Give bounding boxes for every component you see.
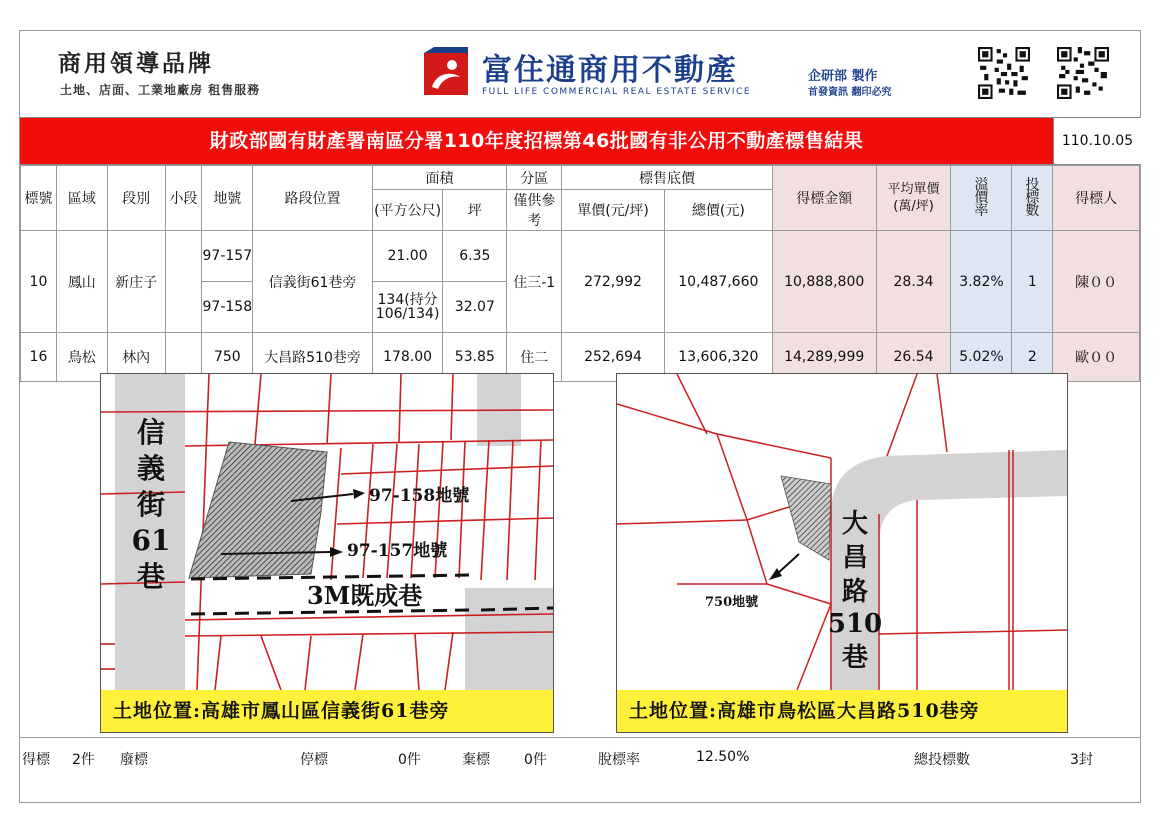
cell-winning-amount: 10,888,800 — [772, 231, 876, 333]
header-no: 標號 — [21, 166, 57, 231]
road-char: 路 — [841, 577, 869, 607]
cell-bids: 1 — [1012, 231, 1053, 333]
title-bar — [20, 117, 1140, 165]
header-area: 面積 — [372, 166, 507, 190]
header-area-m2: (平方公尺) — [372, 190, 443, 231]
road-char: 大 — [841, 509, 869, 539]
cell-no: 16 — [21, 333, 57, 382]
cell-district: 鳥松 — [56, 333, 107, 382]
header-road: 路段位置 — [253, 166, 373, 231]
cell-winner: 歐００ — [1053, 333, 1140, 382]
qr-code-icon — [1057, 47, 1109, 99]
header-premium-3: 率 — [974, 202, 989, 219]
cell-area-ping: 53.85 — [443, 333, 507, 382]
header-avg-unit-label: 平均單價 — [887, 182, 940, 197]
won-label: 得標 — [22, 752, 50, 768]
cell-premium: 3.82% — [951, 231, 1012, 333]
road-char: 信 — [136, 416, 166, 449]
table-header-row — [21, 166, 1140, 190]
road-char: 巷 — [841, 643, 869, 673]
cell-no: 10 — [21, 231, 57, 333]
road-char: 街 — [136, 488, 166, 521]
lot-label-750: 750地號 — [705, 595, 759, 610]
cell-district: 鳳山 — [56, 231, 107, 333]
cell-area-m2: 21.00 — [372, 231, 443, 282]
road-shape — [465, 588, 553, 690]
cell-lot: 750 — [202, 333, 253, 382]
header-area-ping: 坪 — [443, 190, 507, 231]
stopped-value: 0件 — [398, 752, 421, 768]
header-bids-1: 投 — [1025, 176, 1040, 193]
header-section: 段別 — [107, 166, 165, 231]
header-total-price: 總價(元) — [664, 190, 772, 231]
table-row — [21, 231, 1140, 282]
header-avg-unit — [876, 166, 951, 231]
cell-road: 信義街61巷旁 — [253, 231, 373, 333]
lot-label-97-158: 97-158地號 — [369, 486, 470, 506]
stopped-label: 停標 — [300, 752, 328, 768]
cell-lot: 97-158 — [202, 282, 253, 333]
page-header — [20, 31, 1140, 117]
company-logo-icon — [422, 47, 470, 97]
company-english-name: FULL LIFE COMMERCIAL REAL ESTATE SERVICE — [482, 87, 752, 97]
road-name-label — [132, 416, 171, 593]
header-winning-amount: 得標金額 — [772, 166, 876, 231]
cell-winner: 陳００ — [1053, 231, 1140, 333]
brand-subtitle: 土地、店面、工業地廠房 租售服務 — [60, 83, 261, 97]
document-date: 110.10.05 — [1053, 118, 1141, 164]
location-map-niaosong — [616, 373, 1068, 733]
cell-area-ping: 6.35 — [443, 231, 507, 282]
header-winner: 得標人 — [1053, 166, 1140, 231]
cell-bids: 2 — [1012, 333, 1053, 382]
cell-area-m2: 134(持分106/134) — [372, 282, 443, 333]
cell-total-price: 10,487,660 — [664, 231, 772, 333]
lot-label-97-157: 97-157地號 — [347, 541, 448, 561]
qr-code-icon — [978, 47, 1030, 99]
header-lot: 地號 — [202, 166, 253, 231]
road-char: 巷 — [136, 560, 166, 593]
cell-premium: 5.02% — [951, 333, 1012, 382]
brand-title: 商用領導品牌 — [58, 51, 214, 77]
map-caption: 土地位置:高雄市鳥松區大昌路510巷旁 — [617, 690, 1067, 732]
cell-total-price: 13,606,320 — [664, 333, 772, 382]
road-char: 510 — [827, 609, 883, 639]
results-table — [20, 165, 1140, 382]
cell-avg-unit: 28.34 — [876, 231, 951, 333]
map-section — [20, 365, 1140, 738]
cell-avg-unit: 26.54 — [876, 333, 951, 382]
header-zone: 分區 — [507, 166, 562, 190]
cadastral-map-niaosong — [617, 374, 1067, 690]
unsold-rate-value: 12.50% — [696, 749, 750, 765]
header-subsection: 小段 — [165, 166, 202, 231]
cell-lot: 97-157 — [202, 231, 253, 282]
cell-area-ping: 32.07 — [443, 282, 507, 333]
header-bids-3: 數 — [1025, 202, 1040, 219]
abandoned-label: 棄標 — [462, 752, 490, 768]
maker-subtitle: 首發資訊 翻印必究 — [808, 87, 892, 98]
location-map-fengshan — [100, 373, 554, 733]
cell-zone: 住二 — [507, 333, 562, 382]
header-avg-unit-sub: (萬/坪) — [893, 199, 934, 214]
header-premium-1: 溢 — [974, 176, 989, 193]
unsold-rate-label: 脫標率 — [598, 752, 640, 768]
header-zone-sub: 僅供參考 — [507, 190, 562, 231]
cell-road: 大昌路510巷旁 — [253, 333, 373, 382]
document-frame — [19, 30, 1141, 803]
road-char: 義 — [136, 452, 166, 485]
cell-unit-price: 252,694 — [562, 333, 665, 382]
map-caption: 土地位置:高雄市鳳山區信義街61巷旁 — [101, 690, 553, 732]
alley-label: 3M既成巷 — [307, 581, 423, 610]
header-base-price: 標售底價 — [562, 166, 773, 190]
header-premium — [951, 166, 1012, 231]
road-char: 61 — [131, 524, 171, 557]
cell-area-m2: 178.00 — [372, 333, 443, 382]
abandoned-value: 0件 — [524, 752, 547, 768]
header-district: 區域 — [56, 166, 107, 231]
cell-zone: 住三-1 — [507, 231, 562, 333]
company-name: 富住通商用不動產 — [482, 53, 738, 88]
cell-section: 林內 — [107, 333, 165, 382]
total-bids-label: 總投標數 — [914, 752, 970, 768]
header-bids — [1012, 166, 1053, 231]
cell-unit-price: 272,992 — [562, 231, 665, 333]
cell-section: 新庄子 — [107, 231, 165, 333]
document-title: 財政部國有財產署南區分署110年度招標第46批國有非公用不動產標售結果 — [209, 130, 864, 152]
cell-winning-amount: 14,289,999 — [772, 333, 876, 382]
maker-title: 企研部 製作 — [808, 69, 878, 84]
summary-footer — [20, 745, 1140, 769]
header-bids-2: 標 — [1025, 189, 1040, 206]
total-bids-value: 3封 — [1070, 752, 1093, 768]
road-char: 昌 — [841, 543, 869, 573]
void-label: 廢標 — [120, 752, 148, 768]
header-unit-price: 單價(元/坪) — [562, 190, 665, 231]
cadastral-map-fengshan — [101, 374, 553, 690]
header-premium-2: 價 — [974, 189, 989, 206]
won-value: 2件 — [72, 752, 95, 768]
cell-subsection — [165, 231, 202, 333]
